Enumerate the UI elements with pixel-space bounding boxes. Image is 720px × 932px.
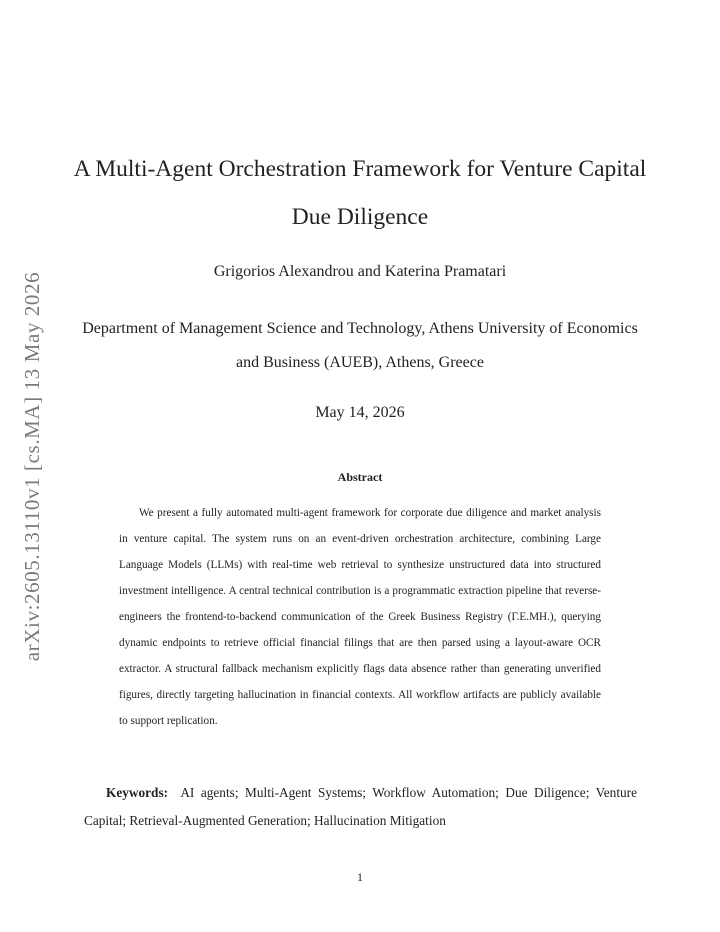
arxiv-identifier — [20, 254, 46, 678]
abstract-heading: Abstract — [337, 470, 383, 484]
keywords — [84, 779, 637, 835]
page-number: 1 — [357, 870, 363, 884]
keywords-label: Keywords: — [106, 785, 169, 800]
authors: Grigorios Alexandrou and Katerina Pramatari — [213, 263, 507, 280]
keywords-text: AI agents; Multi-Agent Systems; Workflow Automation; Due Diligence; Venture Capital; Retrieval-Augmented Generation; Hallucination Mitigation — [84, 785, 638, 828]
affiliation: Department of Management Science and Technology, Athens University of Economics and Business (AUEB), Athens, Greece — [82, 320, 638, 371]
paper-title: A Multi-Agent Orchestration Framework for Venture Capital Due Diligence — [73, 156, 647, 230]
arxiv-identifier-text: arXiv:2605.13110v1 [cs.MA] 13 May 2026 — [20, 271, 45, 661]
publication-date: May 14, 2026 — [315, 404, 405, 421]
abstract-body: We present a fully automated multi-agent framework for corporate due diligence and market analysis in venture capital. The system runs on an event-driven orchestration architecture, combining Large Language Models (LLMs) with real-time web retrieval to synthesize unstructured data into structured investment intelligence. A central technical contribution is a programmatic extraction pipeline that reverse-engineers the frontend-to-backend communication of the Greek Business Registry (Γ.Ε.ΜΗ.), querying dynamic endpoints to retrieve official financial filings that are then parsed using a layout-aware OCR extractor. A structural fallback mechanism explicitly flags data absence rather than generating unverified figures, directly targeting hallucination in financial contexts. All workflow artifacts are publicly available to support replication. — [119, 507, 601, 727]
